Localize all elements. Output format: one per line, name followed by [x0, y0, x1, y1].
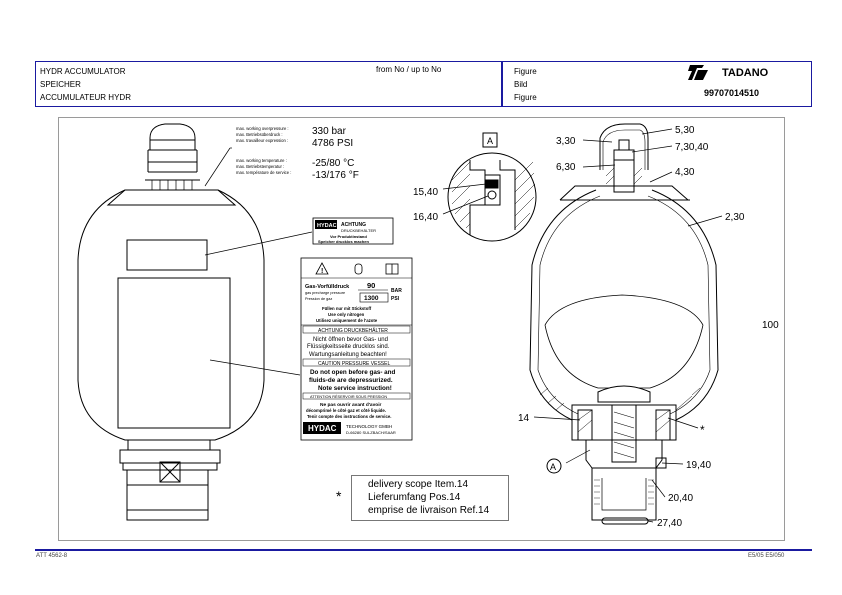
precharge-bar-value: 90: [367, 281, 376, 290]
title-en: HYDR ACCUMULATOR: [40, 67, 126, 76]
spec-pressure-bar: 330 bar: [312, 126, 346, 137]
callout-20-40: 20,40: [668, 493, 694, 504]
spec-temp-label-fr: max. température de service :: [236, 170, 292, 175]
warning-fr-line1: Ne pas ouvrir avant d'avoir: [320, 403, 382, 408]
nitrogen-fr: Utilisez uniquement de l'azote: [316, 318, 378, 323]
warning-fr-title: ATTENTION RÉSERVOIR SOUS PRESSION: [310, 395, 388, 399]
callout-15-40: 15,40: [413, 187, 439, 198]
delivery-star: *: [336, 488, 342, 504]
warning-de-line1: Nicht öffnen bevor Gas- und: [313, 337, 388, 343]
warning-fr-line3: Tenir compte des instructions de service.: [307, 414, 392, 419]
footer-right: E5/05 E5/050: [748, 553, 785, 559]
delivery-line-en: delivery scope Item.14: [368, 479, 469, 490]
spec-pressure-psi: 4786 PSI: [312, 138, 354, 149]
callout-16-40: 16,40: [413, 212, 439, 223]
gas-precharge-sub-en: gas precharge pressure: [305, 291, 346, 295]
company-line2: D-66280 SULZBACH/SAAR: [346, 430, 396, 435]
warning-en-title: CAUTION PRESSURE VESSEL: [318, 361, 391, 367]
nitrogen-de: Füllen nur mit Stickstoff: [322, 306, 372, 311]
range-label: from No / up to No: [376, 65, 442, 74]
callout-100: 100: [762, 320, 779, 331]
callout-19-40: 19,40: [686, 460, 712, 471]
spec-pressure-label-de: max. Betriebsüberdruck :: [236, 132, 283, 137]
cylinder-icon: [355, 264, 362, 274]
callout-5-30: 5,30: [675, 125, 695, 136]
small-label-line3: Vor Produktinstand: [330, 234, 367, 239]
delivery-scope-box: [336, 475, 509, 521]
figure-label-en: Figure: [514, 67, 537, 76]
brand-name: TADANO: [722, 67, 769, 79]
part-number: 99707014510: [704, 88, 760, 98]
precharge-psi-unit: PSI: [391, 296, 400, 302]
callout-3-30: 3,30: [556, 136, 576, 147]
warning-en-line1: Do not open before gas- and: [310, 369, 396, 376]
footer-left: ATT 4562-8: [36, 553, 68, 559]
callout-14: 14: [518, 413, 530, 424]
detail-a-tag: A: [487, 136, 494, 146]
callout-star: *: [700, 423, 705, 437]
spec-pressure-label-fr: max. travailleur expression :: [236, 138, 289, 143]
warning-fr-line2: décomprimé le côté gaz et côté liquide.: [306, 408, 386, 413]
accumulator-exterior-view: [78, 124, 264, 520]
gas-precharge-sub-fr: Pression de gaz: [305, 297, 333, 301]
warning-en-line3: Note service instruction!: [318, 385, 392, 392]
callout-4-30: 4,30: [675, 167, 695, 178]
spec-pressure-label-en: max. working overpressure :: [236, 126, 289, 131]
delivery-line-de: Lieferumfang Pos.14: [368, 492, 461, 503]
callout-7-30-40: 7,30,40: [675, 142, 709, 153]
gas-precharge-label: Gas-Vorfülldruck: [305, 284, 350, 290]
warning-de-line3: Wartungsanleitung beachten!: [309, 352, 387, 358]
warning-brand: HYDAC: [308, 424, 337, 433]
title-de: SPEICHER: [40, 80, 81, 89]
small-label-line4: Speicher drucklos machen: [318, 239, 369, 244]
spec-temp-label-de: max. Betriebstemperatur :: [236, 164, 285, 169]
figure-label-fr: Figure: [514, 93, 537, 102]
small-label-brand: HYDAC: [317, 223, 337, 229]
small-label-line1: ACHTUNG: [341, 222, 366, 228]
spec-temp-c: -25/80 °C: [312, 158, 355, 169]
warning-en-line2: fluids-de are depressurized.: [309, 377, 393, 384]
nitrogen-en: Use only nitrogen: [328, 312, 365, 317]
callout-2-30: 2,30: [725, 212, 745, 223]
warning-exclaim-icon: !: [321, 268, 324, 275]
warning-de-title: ACHTUNG DRUCKBEHÄLTER: [318, 328, 388, 334]
callout-27-40: 27,40: [657, 518, 683, 529]
small-label-line2: DRUCKBEHÄLTER: [341, 228, 377, 233]
warning-sticker: [301, 258, 412, 440]
warning-de-line2: Flüssigkeitsseite drucklos sind.: [307, 344, 390, 350]
delivery-line-fr: emprise de livraison Ref.14: [368, 505, 490, 516]
company-line1: TECHNOLOGY GMBH: [346, 424, 393, 429]
spec-temp-label-en: max. working temperature :: [236, 158, 287, 163]
title-fr: ACCUMULATEUR HYDR: [40, 93, 131, 102]
figure-label-de: Bild: [514, 80, 528, 89]
footer-rule: [35, 549, 812, 551]
spec-temp-f: -13/176 °F: [312, 170, 359, 181]
detail-a-tag-2: A: [550, 462, 557, 472]
callout-6-30: 6,30: [556, 162, 576, 173]
precharge-bar-unit: BAR: [391, 288, 402, 294]
small-warning-sticker: [313, 218, 393, 244]
precharge-psi-value: 1300: [364, 295, 379, 302]
